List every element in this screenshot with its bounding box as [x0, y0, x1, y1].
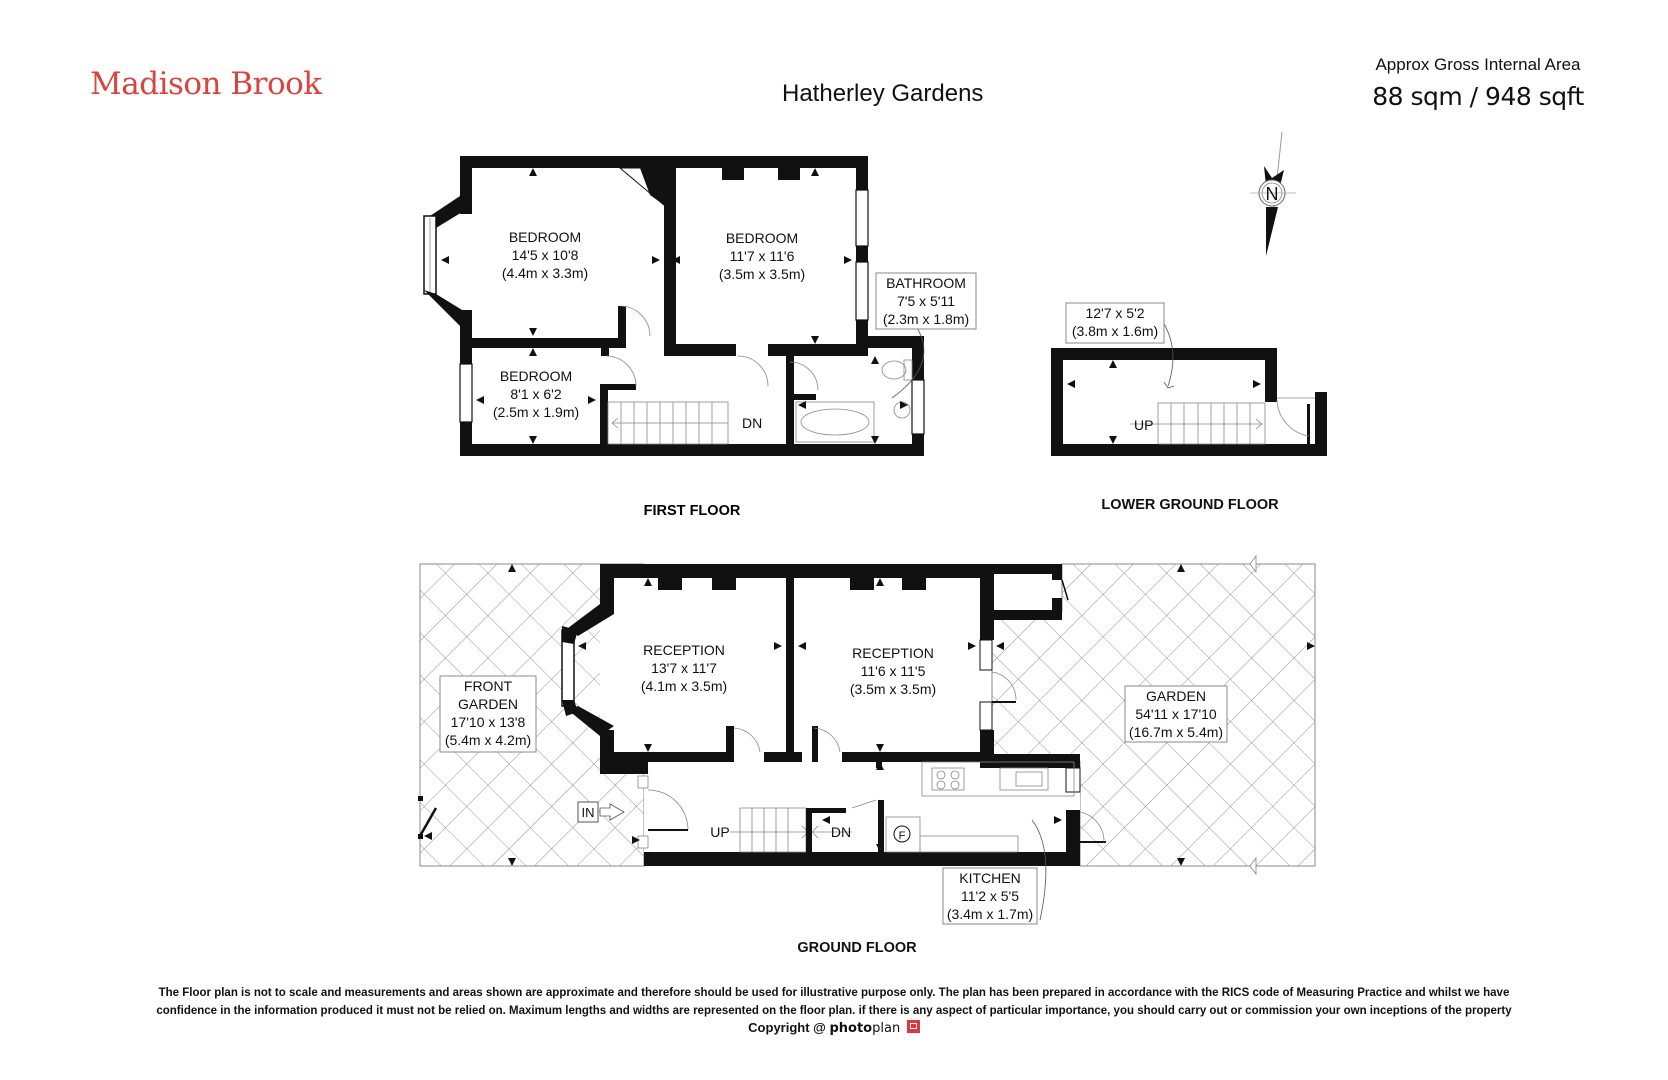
ground-floor-label: GROUND FLOOR: [797, 940, 917, 956]
room-name: RECEPTION: [643, 642, 725, 658]
copyright-prefix: Copyright @: [748, 1020, 826, 1035]
room-imperial: 11'7 x 11'6: [729, 248, 795, 264]
lower-ground-floor-label: LOWER GROUND FLOOR: [1101, 497, 1279, 513]
compass-label: N: [1265, 184, 1279, 204]
copyright: [0, 1020, 1668, 1036]
gross-area-label: Approx Gross Internal Area: [1375, 55, 1581, 74]
room-imperial: 8'1 x 6'2: [510, 386, 562, 402]
room-name: GARDEN: [458, 696, 518, 712]
disclaimer-line-1: The Floor plan is not to scale and measurements and areas shown are approximate and therefore should be used for illustrative purpose only. The plan has been prepared in accordance with the RICS code of Measuring Practice and whilst we have: [158, 987, 1510, 999]
room-metric: (3.8m x 1.6m): [1071, 323, 1159, 339]
room-imperial: 54'11 x 17'10: [1135, 706, 1217, 722]
lower-ground-floor-plan: [1051, 303, 1327, 456]
first-floor-stairs-label: DN: [742, 415, 763, 431]
first-floor-plan: [424, 156, 976, 456]
room-metric: (3.4m x 1.7m): [946, 906, 1034, 922]
gross-area-value: 88 sqm / 948 sqft: [1372, 82, 1584, 111]
disclaimer-line-2: confidence in the information produced it must not be relied on. Maximum lengths and widths are represented on the floor plan. if there is any aspect of particular importance, you should carry out or commission your own inceptions of the property: [156, 1005, 1512, 1017]
ground-floor-plan: [418, 556, 1315, 924]
copyright-brand-bold: photo: [829, 1021, 873, 1036]
room-name: BEDROOM: [499, 368, 573, 384]
first-floor-label: FIRST FLOOR: [643, 503, 741, 519]
room-name: GARDEN: [1146, 688, 1206, 704]
ground-stairs-up-label: UP: [710, 824, 730, 840]
room-imperial: 11'6 x 11'5: [860, 663, 926, 679]
room-imperial: 11'2 x 5'5: [960, 888, 1020, 904]
room-metric: (16.7m x 5.4m): [1128, 724, 1224, 740]
room-name: FRONT: [463, 678, 513, 694]
copyright-brand-light: plan: [872, 1021, 901, 1036]
entrance-label: IN: [581, 805, 595, 820]
room-metric: (2.5m x 1.9m): [492, 404, 580, 420]
lower-ground-stairs-label: UP: [1134, 417, 1154, 433]
room-imperial: 12'7 x 5'2: [1085, 305, 1145, 321]
room-name: RECEPTION: [852, 645, 934, 661]
room-metric: (4.4m x 3.3m): [501, 265, 589, 281]
room-metric: (3.5m x 3.5m): [849, 681, 937, 697]
property-title: Hatherley Gardens: [782, 80, 984, 107]
room-imperial: 14'5 x 10'8: [511, 247, 579, 263]
room-metric: (3.5m x 3.5m): [718, 266, 806, 282]
room-name: BATHROOM: [886, 275, 966, 291]
room-metric: (2.3m x 1.8m): [882, 311, 970, 327]
room-metric: (5.4m x 4.2m): [444, 732, 532, 748]
room-imperial: 17'10 x 13'8: [450, 714, 526, 730]
disclaimer-text: [80, 984, 1588, 1020]
room-name: BEDROOM: [508, 229, 582, 245]
room-name: BEDROOM: [725, 230, 799, 246]
room-name: KITCHEN: [959, 870, 1021, 886]
room-metric: (4.1m x 3.5m): [640, 678, 728, 694]
ground-stairs-down-label: DN: [830, 824, 852, 840]
room-imperial: 13'7 x 11'7: [651, 660, 717, 676]
north-arrow-icon: [1250, 132, 1296, 256]
fridge-label: F: [898, 830, 906, 842]
brand-logo: Madison Brook: [90, 66, 322, 102]
room-imperial: 7'5 x 5'11: [896, 293, 956, 309]
photoplan-logo-icon: [907, 1020, 920, 1033]
